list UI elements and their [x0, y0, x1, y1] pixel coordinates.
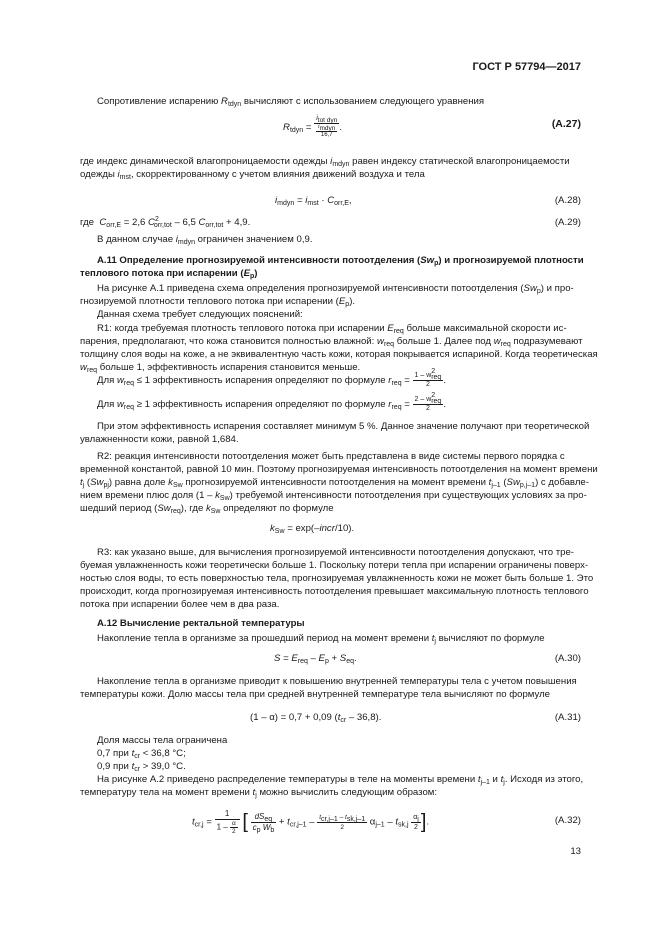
- r2-line1: R2: реакция интенсивности потоотделения может быть представлена в виде системы первого порядка с: [97, 451, 565, 462]
- equation-a30: $S = E_{req} - E_p + S_{eq}$.: [274, 653, 357, 665]
- paragraph-figure-a2-line2: температуру тела на момент времени $t_j$ можно вычислить следующим образом:: [80, 787, 438, 799]
- paragraph-figure-a1-line2: гнозируемой плотности теплового потока при испарении $(E_p)$.: [80, 296, 356, 308]
- r2-line4: нием времени плюс доля $(1 - k_{Sw})$ требуемой интенсивности потоотделения при существующих условиях за про-: [80, 490, 587, 502]
- r1-line4: $w_{req}$ больше 1, эффективность испарения становится меньше.: [80, 362, 361, 374]
- r3-line3: ностью слоя воды, то есть поверхностью тела, прогнозируемая увлажненность кожи не может быть больше 1. Это: [80, 573, 594, 584]
- paragraph-dynamic-index-line1: где индекс динамической влагопроницаемости одежды $i_{mdyn}$ равен индексу статической влагопроницаемости: [80, 156, 570, 168]
- r1-formula-line2: Для $w_{req} \ge 1$ эффективность испарения определяют по формуле $r_{req}$ = $\frac{2 - w^2_{req}}{2}$ .: [97, 391, 446, 412]
- section-a11-title-line2: теплового потока при испарении $(E_p)$: [80, 268, 258, 280]
- limit-lower: 0,7 при $t_{cr} < 36,8$ °C;: [97, 748, 186, 760]
- equation-a27: $R_{tdyn}$ = $\frac{i_{tot dyn}}{\frac{i_{mdyn}}{16,7}}$ .: [283, 115, 343, 139]
- r1-line8: увлажненности кожи, равной 1,684.: [80, 434, 239, 445]
- paragraph-mass-fraction-limited: Доля массы тела ограничена: [97, 735, 228, 746]
- equation-number-a31: (A.31): [554, 712, 581, 723]
- r2-line3: $t_j$ $(Sw_{pj})$ равна доле $k_{Sw}$ прогнозируемой интенсивности потоотделения на момент времени $t_{j-1}$ $(Sw_{p,j-1})$ с добавле-: [80, 477, 589, 489]
- paragraph-dynamic-index-line2: одежды $i_{mst}$, скорректированному с учетом влияния движений воздуха и тела: [80, 169, 425, 181]
- equation-number-a30: (A.30): [554, 653, 581, 664]
- equation-a31: (1 – α) = 0,7 + 0,09 $(t_{cr} - 36,8)$.: [250, 712, 382, 724]
- document-code: ГОСТ Р 57794—2017: [472, 61, 581, 73]
- equation-a28: $i_{mdyn} = i_{mst} \cdot C_{orr,E}$,: [275, 195, 352, 207]
- paragraph-explanations: Данная схема требует следующих пояснений:: [97, 309, 303, 320]
- r3-line5: потока при испарении более чем в два раза.: [80, 599, 280, 610]
- r1-formula-line1: Для $w_{req} \le 1$ эффективность испарения определяют по формуле $r_{req}$ = $\frac{1 - w^2_{req}}{2}$ .: [97, 367, 446, 388]
- equation-a29: где $C_{orr,E} = 2,6$ $C^2_{orr,tot} - 6,5$ $C_{orr,tot} + 4,9$.: [80, 216, 251, 229]
- page-number: 13: [570, 846, 581, 857]
- section-a12-title: А.12 Вычисление ректальной температуры: [97, 618, 305, 629]
- r3-line1: R3: как указано выше, для вычисления прогнозируемой интенсивности потоотделения допускают, что тре-: [97, 547, 574, 558]
- r2-line2: временной константой, равной 10 мин. Поэтому прогнозируемая интенсивность потоотделения на момент времени: [80, 464, 598, 475]
- r1-line7: При этом эффективность испарения составляет минимум 5 %. Данное значение получают при теоретической: [97, 421, 590, 432]
- equation-number-a32: (A.32): [554, 815, 581, 826]
- paragraph-heat-accumulation-line1: Накопление тепла в организме приводит к повышению внутренней температуры тела с учетом повышения: [97, 676, 577, 687]
- r3-line4: происходит, когда прогнозируемая интенсивность потоотделения превышает максимальную плотность теплового: [80, 586, 589, 597]
- equation-number-a29: (A.29): [554, 217, 581, 228]
- section-a11-title-line1: А.11 Определение прогнозируемой интенсивности потоотделения $(Sw_p)$ и прогнозируемой плотности: [97, 255, 584, 267]
- limit-upper: 0,9 при $t_{cr} > 39,0$ °C.: [97, 761, 186, 773]
- paragraph-resistance: Сопротивление испарению $R_{tdyn}$ вычисляют с использованием следующего уравнения: [97, 96, 485, 108]
- r1-line3: толщину слоя воды на коже, а не эквивалентную часть кожи, которая покрывается испариной. Когда теоретическая: [80, 349, 598, 360]
- equation-a32: $t_{cr,j}$ = 1 1 – $\frac{\alpha}{2}$ [ $\frac{dS_{eq}}{c_p W_b}$ + $t_{cr,j-1}$ – $\frac{t_{cr,j-1} - t_{sk,j-1}}{2}$ $\alpha_{j-1} - t_{sk,j}$ $\frac{\alpha_j}{2}$ ].: [192, 809, 430, 835]
- r3-line2: буемая увлажненность кожи теоретически больше 1. Поскольку потери тепла при испарении ограничены поверх-: [80, 560, 589, 571]
- paragraph-heat-accumulation-line2: температуры кожи. Долю массы тела при средней внутренней температуре тела вычисляют по формуле: [80, 689, 550, 700]
- paragraph-figure-a2-line1: На рисунке А.2 приведено распределение температуры в теле на моменты времени $t_{j-1}$ и $t_j$. Исходя из этого,: [97, 774, 584, 786]
- r1-line2: парения, предполагают, что кожа становится полностью влажной: $w_{req}$ больше 1. Далее под $w_{req}$ подразумевают: [80, 336, 583, 348]
- paragraph-figure-a1-line1: На рисунке А.1 приведена схема определения прогнозируемой интенсивности потоотделения $(Sw_p)$ и про-: [97, 283, 574, 295]
- equation-number-a28: (A.28): [554, 195, 581, 206]
- paragraph-heat-storage: Накопление тепла в организме за прошедший период на момент времени $t_j$ вычисляют по формуле: [97, 633, 545, 645]
- equation-ksw: $k_{Sw}$ = exp(–incr/10).: [270, 523, 355, 535]
- paragraph-limit: В данном случае $i_{mdyn}$ ограничен значением 0,9.: [97, 234, 313, 246]
- r1-line1: R1: когда требуемая плотность теплового потока при испарении $E_{req}$ больше максимальной скорости ис-: [97, 323, 567, 335]
- r2-line5: шедший период $(Sw_{req})$, где $k_{Sw}$ определяют по формуле: [80, 503, 334, 515]
- equation-number-a27: (A.27): [551, 118, 581, 130]
